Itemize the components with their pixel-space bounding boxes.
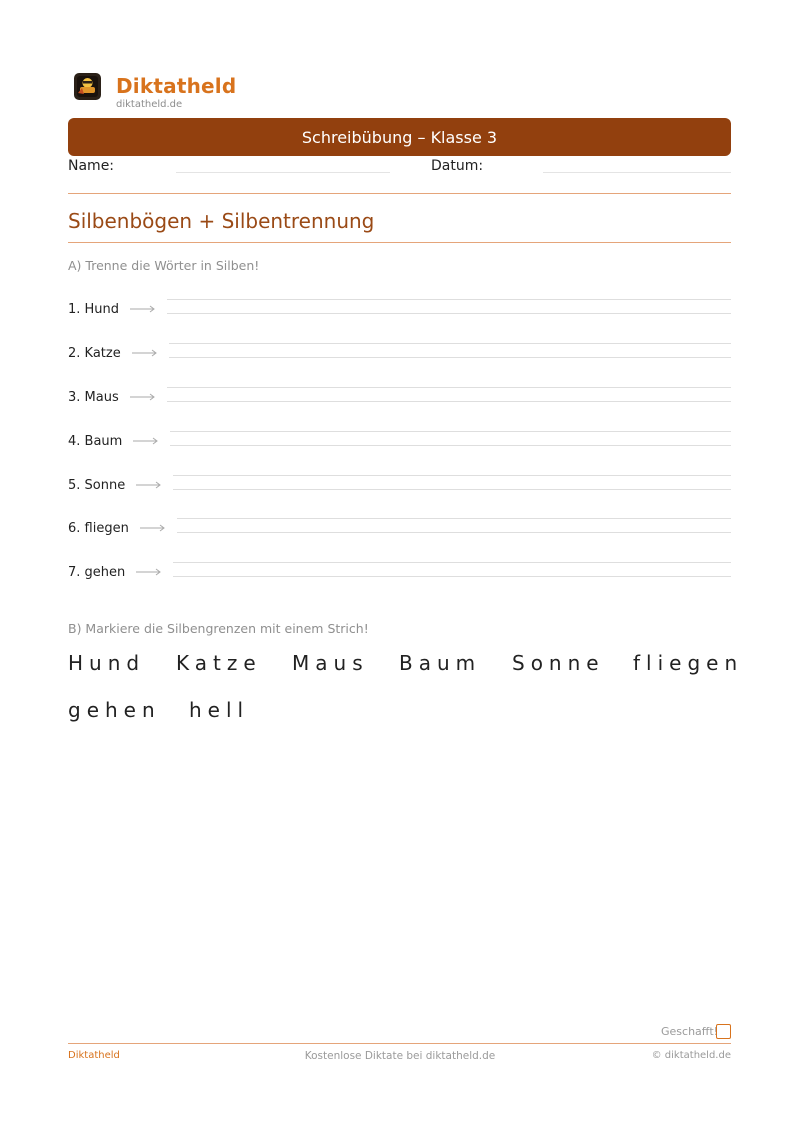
arrow-right-icon — [135, 568, 163, 576]
footer-brand: Diktatheld — [68, 1050, 120, 1061]
exercise-row — [68, 473, 731, 497]
answer-lines[interactable] — [167, 297, 731, 321]
arrow-right-icon — [139, 524, 167, 532]
exercise-row — [68, 429, 731, 453]
name-field[interactable] — [176, 172, 390, 173]
exercise-row — [68, 297, 731, 321]
hero-mascot-icon — [74, 73, 101, 100]
syllable-word[interactable]: Maus — [292, 651, 369, 675]
exercise-row — [68, 516, 731, 540]
syllable-word[interactable]: Baum — [399, 651, 482, 675]
arrow-right-icon — [131, 349, 159, 357]
arrow-right-icon — [135, 481, 163, 489]
footer-tagline: Kostenlose Diktate bei diktatheld.de — [304, 1050, 496, 1062]
exercise-word: 3. Maus — [68, 389, 119, 405]
exercise-row — [68, 341, 731, 365]
answer-lines[interactable] — [170, 429, 731, 453]
worksheet-banner — [68, 118, 731, 156]
brand-name: Diktatheld — [116, 74, 237, 98]
date-label: Datum: — [431, 158, 484, 174]
divider — [68, 193, 731, 194]
exercise-row — [68, 560, 731, 584]
exercise-word: 7. gehen — [68, 564, 126, 580]
section-title: Silbenbögen + Silbentrennung — [68, 209, 375, 233]
done-label: Geschafft! — [661, 1025, 719, 1038]
answer-lines[interactable] — [169, 341, 731, 365]
syllable-word[interactable]: Katze — [176, 651, 262, 675]
name-label: Name: — [68, 158, 115, 174]
syllable-word[interactable]: Sonne — [512, 651, 605, 675]
arrow-right-icon — [132, 437, 160, 445]
banner-title: Schreibübung – Klasse 3 — [301, 127, 498, 147]
footer-divider — [68, 1043, 731, 1044]
exercise-row — [68, 385, 731, 409]
syllable-word[interactable]: hell — [189, 698, 250, 722]
exercise-word: 5. Sonne — [68, 477, 126, 493]
arrow-right-icon — [129, 393, 157, 401]
answer-lines[interactable] — [173, 560, 731, 584]
exercise-word: 4. Baum — [68, 433, 123, 449]
task-b-label: B) Markiere die Silbengrenzen mit einem Strich! — [68, 621, 369, 636]
task-a-label: A) Trenne die Wörter in Silben! — [68, 258, 260, 273]
divider — [68, 242, 731, 243]
exercise-word: 6. fliegen — [68, 520, 129, 536]
syllable-word-line — [68, 651, 748, 675]
answer-lines[interactable] — [167, 385, 731, 409]
exercise-word: 1. Hund — [68, 301, 120, 317]
answer-lines[interactable] — [177, 516, 731, 540]
done-checkbox[interactable] — [716, 1024, 731, 1039]
date-field[interactable] — [543, 172, 731, 173]
answer-lines[interactable] — [173, 473, 731, 497]
exercise-word: 2. Katze — [68, 345, 121, 361]
syllable-word[interactable]: Hund — [68, 651, 146, 675]
syllable-word[interactable]: fliegen — [633, 651, 744, 675]
syllable-word[interactable]: gehen — [68, 698, 161, 722]
brand-url: diktatheld.de — [116, 99, 183, 110]
arrow-right-icon — [129, 305, 157, 313]
syllable-word-line — [68, 698, 748, 722]
footer-copyright: © diktatheld.de — [651, 1050, 731, 1061]
